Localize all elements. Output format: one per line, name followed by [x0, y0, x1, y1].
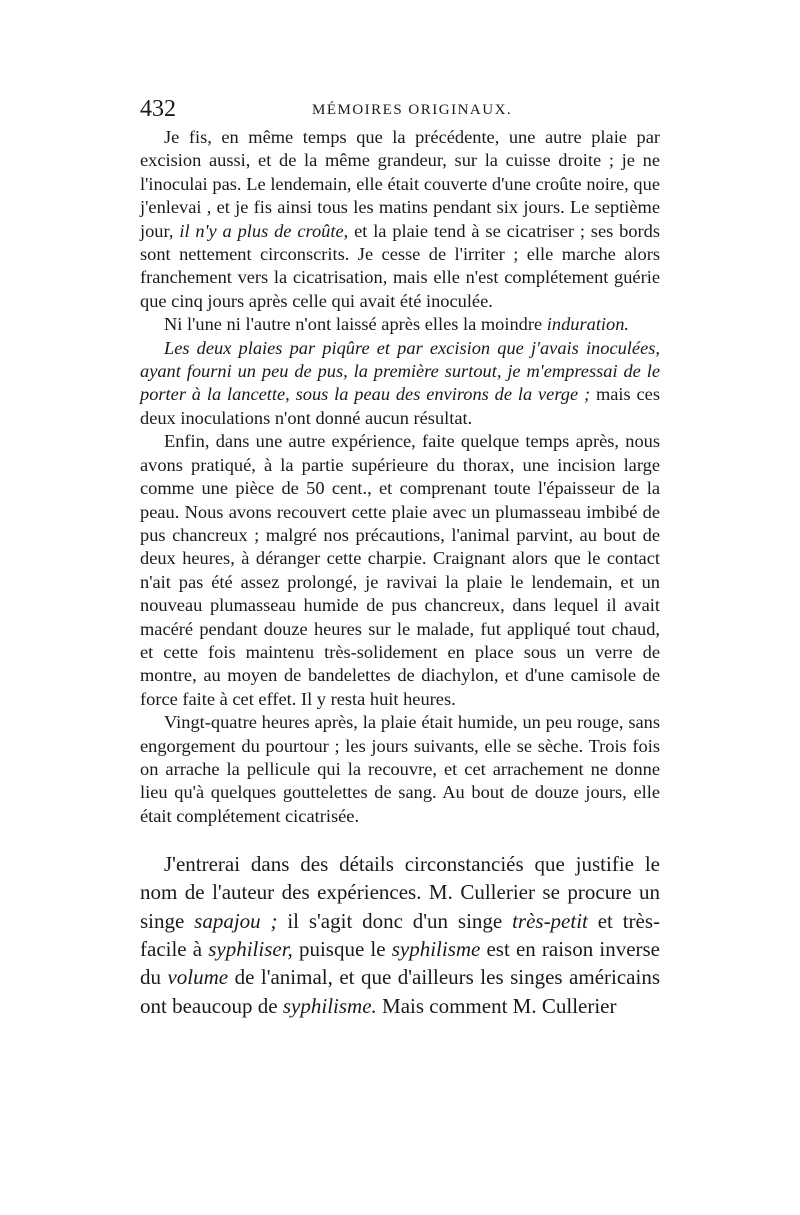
paragraph-healing: Vingt-quatre heures après, la plaie était humide, un peu rouge, sans engorgement du pourtour ; les jours suivants, elle se sèche. Trois fois on arrache la pellicule qui la recouvre, et cet arrachement ne donne lieu qu'à quelques gouttelettes de sang. Au bout de douze jours, elle était complétement cicatrisée.: [140, 712, 660, 826]
paragraph-thorax-experiment: Enfin, dans une autre expérience, faite quelque temps après, nous avons pratiqué, à la partie supérieure du thorax, une incision large comme une pièce de 50 cent., et comprenant toute l'épaisseur de la peau. Nous avons recouvert cette plaie avec un plumasseau imbibé de pus chancreux ; malgré nos précautions, l'animal parvint, au bout de deux heures, à déranger cette charpie. Craignant alors que le contact n'ait pas été assez prolongé, je ravivai la plaie le lendemain, et un nouveau plumasseau humide de pus chancreux, dans lequel il avait macéré pendant douze heures sur le malade, fut appliqué tout chaud, et cette fois maintenu très-solidement en place sous un verre de montre, au moyen de bandelettes de diachylon, et d'une camisole de force faite à cet effet. Il y resta huit heures.: [140, 431, 660, 709]
body-text: [140, 126, 660, 1020]
running-title: MÉMOIRES ORIGINAUX.: [312, 102, 513, 118]
paragraph-excision: Je fis, en même temps que la précédente, une autre plaie par excision aussi, et de la même grandeur, sur la cuisse droite ; je ne l'inoculai pas. Le lendemain, elle était couverte d'une croûte noire, que j'enlevai , et je fis ainsi tous les matins pendant six jours. Le septième jour, il n'y a plus de croûte, et la plaie tend à se cicatriser ; ses bords sont nettement circonscrits. Je cesse de l'irriter ; elle marche alors franchement vers la cicatrisation, mais elle n'est complétement guérie que cinq jours après celle qui avait été inoculée.: [140, 127, 660, 311]
page-header: [140, 96, 660, 126]
closing-commentary: [140, 850, 660, 1020]
paragraph-induration: Ni l'une ni l'autre n'ont laissé après elles la moindre induration.: [164, 314, 630, 335]
paragraph-commentary: J'entrerai dans des détails circonstanciés que justifie le nom de l'auteur des expériences. M. Cullerier se procure un singe sapajou ; il s'agit donc d'un singe très-petit et très-facile à syphiliser, puisque le syphilisme est en raison inverse du volume de l'animal, et que d'ailleurs les singes américains ont beaucoup de syphilisme. Mais comment M. Cullerier: [140, 852, 661, 1018]
page-number: 432: [140, 96, 176, 122]
paragraph-inoculations: Les deux plaies par piqûre et par excision que j'avais inoculées, ayant fourni un peu de pus, la première surtout, je m'empressai de le porter à la lancette, sous la peau des environs de la verge ; mais ces deux inoculations n'ont donné aucun résultat.: [140, 337, 660, 428]
